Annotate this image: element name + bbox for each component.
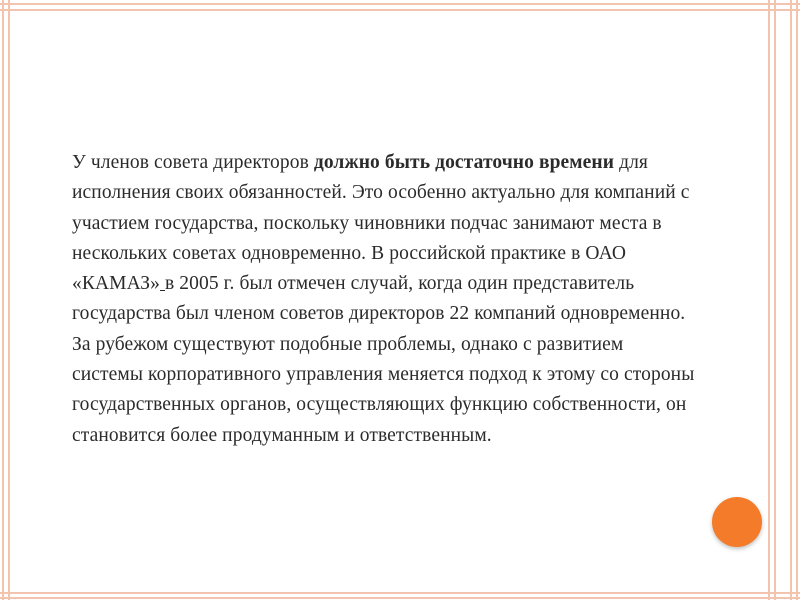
paragraph-bold-phrase: должно быть достаточно времени <box>313 152 615 173</box>
frame-line-top-inner <box>0 9 800 11</box>
bullet-icon <box>38 148 52 168</box>
frame-line-bottom-inner <box>0 592 800 594</box>
frame-line-right-1 <box>768 0 770 600</box>
paragraph-text-end: в 2005 г. был отмечен случай, когда один представитель государства был членом советов директоров 22 компаний одновременно. За рубежом существуют подобные проблемы, однако с развитием системы корпоративного управления меняется подход к этому со стороны государственных органов, осуществляющих функцию собственности, он становится более продуманным и ответственным. <box>72 273 695 446</box>
frame-line-right-3 <box>790 0 792 600</box>
slide-content <box>38 148 698 451</box>
frame-line-right-2 <box>774 0 776 600</box>
paragraph-text-start: У членов совета директоров <box>72 152 314 173</box>
paragraph-text-middle: для исполнения своих обязанностей. Это особенно актуально для компаний с участием государства, поскольку чиновники подчас занимают места в нескольких советах одновременно. В российской практике в ОАО «КАМАЗ» <box>72 152 690 295</box>
bullet-item <box>38 148 698 451</box>
frame-line-top-outer <box>0 3 800 5</box>
frame-line-left-outer <box>2 0 4 600</box>
bullet-paragraph <box>38 148 698 451</box>
frame-line-bottom-outer <box>0 597 800 599</box>
orange-circle-decoration <box>712 497 762 547</box>
frame-line-left-inner <box>8 0 10 600</box>
frame-line-right-4 <box>796 0 798 600</box>
